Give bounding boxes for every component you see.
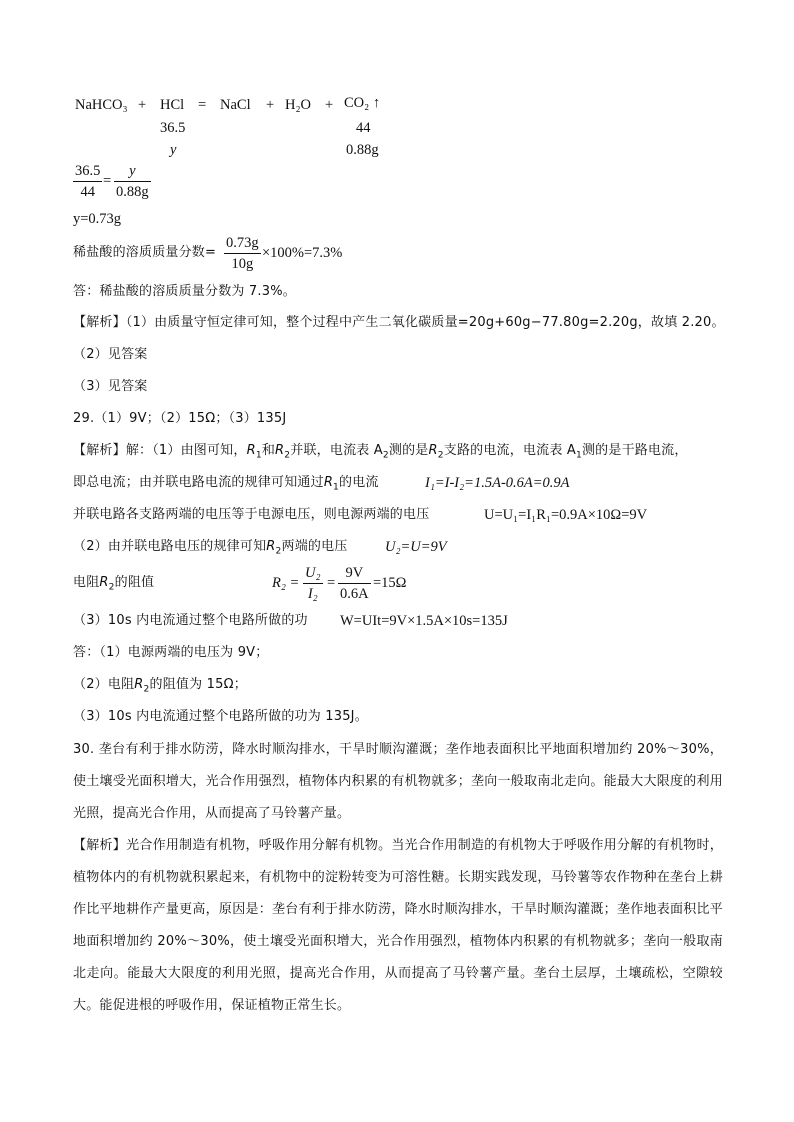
equals-sign: = (198, 97, 207, 113)
reactant-nahco3: NaHCO₃ (75, 97, 128, 113)
q29-formula-voltage: U=U₁=I₁R₁=0.9A×10Ω=9V (484, 507, 648, 523)
mass-fraction-fraction: 0.73g 10g (226, 235, 259, 272)
analysis-28-line1: 【解析】（1）由质量守恒定律可知，整个过程中产生二氧化碳质量=20g+60g−77.80g=2.20g，故填 2.20。 (73, 315, 725, 330)
q29-r2-lhs: R₂ = (272, 575, 300, 591)
q29-line6: （3）10s 内电流通过整个电路所做的功 (73, 613, 308, 628)
fraction-right: y 0.88g (116, 163, 149, 200)
fraction-left: 36.5 44 (75, 163, 101, 200)
analysis-28-line3: （3）见答案 (73, 379, 148, 394)
product-nacl: NaCl (220, 97, 251, 113)
q29-formula-work: W=UIt=9V×1.5A×10s=135J (340, 613, 508, 629)
q29-header: 29.（1）9V；（2）15Ω；（3）135J (73, 411, 287, 426)
result-y: y=0.73g (73, 211, 122, 227)
q29-line5: 电阻$R_2$的阻值 (73, 575, 155, 593)
co2-given-mass: 0.88g (346, 142, 379, 158)
q29-line4: （2）由并联电路电压的规律可知$R_2$两端的电压 (73, 539, 348, 557)
q29-answer-1: 答：（1）电源两端的电压为 9V； (73, 645, 269, 660)
mass-fraction-label: 稀盐酸的溶质质量分数= (73, 245, 217, 260)
q29-formula-current: I₁=I-I₂=1.5A-0.6A=0.9A (425, 475, 570, 491)
q29-r2-result: =15Ω (373, 575, 407, 591)
product-co2: CO₂ ↑ (344, 95, 381, 111)
plus-sign: + (266, 97, 275, 113)
hcl-molar-mass: 36.5 (160, 120, 186, 136)
q29-fraction-9v-06a: 9V 0.6A (340, 565, 369, 602)
q30-answer: 30. 垄台有利于排水防涝，降水时顺沟排水，干旱时顺沟灌溉；垄作地表面积比平地面积增加约 20%～30%，使土壤受光面积增大，光合作用强烈，植物体内积累的有机物就多；垄向一般取南北走向。能最大大限度的利用光照，提高光合作用，从而提高了马铃薯产量。 (73, 742, 723, 821)
q29-line3: 并联电路各支路两端的电压等于电源电压，则电源两端的电压 (73, 507, 430, 522)
plus-sign: + (325, 97, 334, 113)
q29-formula-u2: U₂=U=9V (385, 539, 447, 555)
mass-fraction-tail: ×100%=7.3% (262, 245, 343, 261)
co2-molar-mass: 44 (356, 120, 371, 136)
q29-line2: 即总电流；由并联电路电流的规律可知通过$R_1$的电流 (73, 475, 379, 493)
q29-answer-3: （3）10s 内电流通过整个电路所做的功为 135J。 (73, 709, 368, 724)
equals-sign: = (327, 575, 336, 591)
hcl-unknown: y (170, 142, 177, 158)
product-h2o: H₂O (285, 97, 311, 113)
answer-28: 答：稀盐酸的溶质质量分数为 7.3%。 (73, 284, 296, 299)
q30-analysis: 【解析】光合作用制造有机物，呼吸作用分解有机物。当光合作用制造的有机物大于呼吸作用分解的有机物时，植物体内的有机物就积累起来，有机物中的淀粉转变为可溶性糖。长期实践发现，马铃薯等农作物种在垄台上耕作比平地耕作产量更高，原因是：垄台有利于排水防涝，降水时顺沟排水，干旱时顺沟灌溉；垄作地表面积比平地面积增加约 20%～30%，使土壤受光面积增大，光合作用强烈，植物体内积累的有机物就多；垄向一般取南北走向。能最大大限度的利用光照，提高光合作用，从而提高了马铃薯产量。垄台土层厚，土壤疏松，空隙较大。能促进根的呼吸作用，保证植物正常生长。 (73, 838, 723, 1013)
q29-line1: 【解析】解：（1）由图可知，$R_1$和$R_2$并联，电流表 $A_2$测的是$R_2$支路的电流，电流表 $A_1$测的是干路电流， (73, 443, 688, 461)
q29-answer-2: （2）电阻$R_2$的阻值为 15Ω； (73, 677, 247, 695)
analysis-28-line2: （2）见答案 (73, 347, 148, 362)
reactant-hcl: HCl (160, 97, 185, 113)
equals-sign: = (103, 173, 112, 189)
q29-fraction-u2-i2: U₂ I₂ (305, 565, 321, 602)
plus-sign: + (138, 97, 147, 113)
